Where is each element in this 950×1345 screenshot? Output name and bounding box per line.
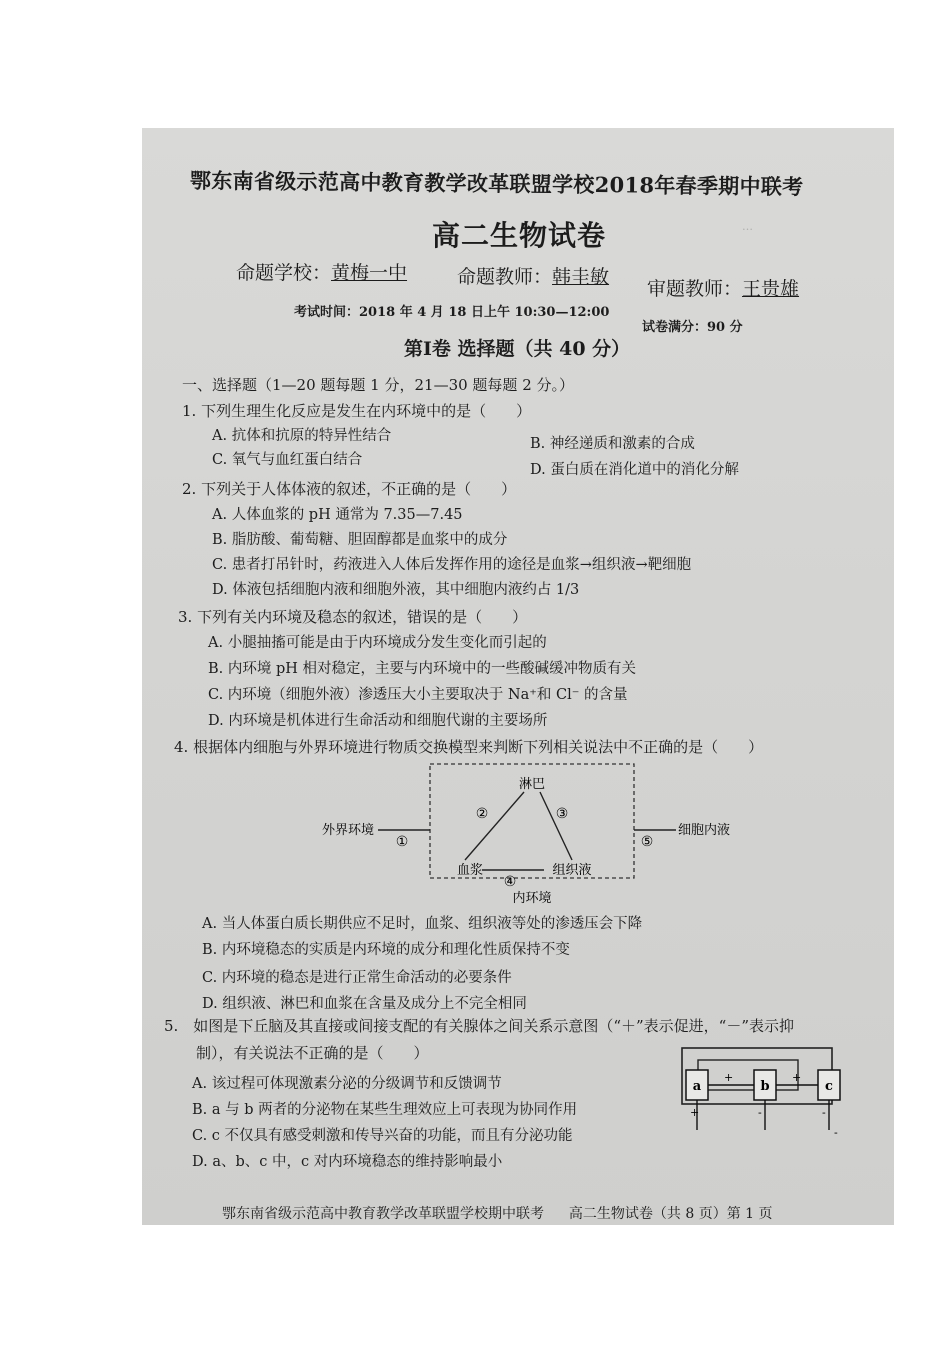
question-5-stem-line-2: 制），有关说法不正确的是（ ） <box>196 1044 429 1062</box>
sign-5: - <box>822 1106 826 1119</box>
question-1-option-c: C. 氧气与血红蛋白结合 <box>212 452 363 468</box>
hypothalamus-gland-diagram <box>672 1040 842 1140</box>
question-5-option-a: A. 该过程可体现激素分泌的分级调节和反馈调节 <box>192 1076 502 1092</box>
node-b-label: b <box>760 1079 770 1094</box>
author-name: 韩圭敏 <box>552 266 610 288</box>
footer-right: 高二生物试卷（共 8 页）第 1 页 <box>568 1206 773 1222</box>
question-5-option-b: B. a 与 b 两者的分泌物在某些生理效应上可表现为协同作用 <box>192 1102 578 1118</box>
sign-2: + <box>792 1071 802 1084</box>
internal-environment-label: 内环境 <box>512 891 552 906</box>
question-4-option-c: C. 内环境的稳态是进行正常生命活动的必要条件 <box>202 970 512 986</box>
outer-environment-label: 外界环境 <box>322 823 375 838</box>
question-4-option-a: A. 当人体蛋白质长期供应不足时，血浆、组织液等处的渗透压会下降 <box>202 916 643 932</box>
question-3-option-a: A. 小腿抽搐可能是由于内环境成分发生变化而引起的 <box>208 635 547 651</box>
question-2-stem: 2. 下列关于人体体液的叙述，不正确的是（ ） <box>182 480 517 498</box>
label-2: ② <box>475 806 489 822</box>
school-name: 黄梅一中 <box>331 262 408 284</box>
sign-3: + <box>690 1106 700 1119</box>
node-c-label: c <box>825 1079 833 1094</box>
cell-fluid-label: 细胞内液 <box>678 823 731 838</box>
school-line <box>236 258 407 285</box>
lymph-tissue-line <box>540 792 572 860</box>
exam-title: 鄂东南省级示范高中教育教学改革联盟学校2018年春季期中联考 <box>189 167 804 200</box>
section-title: 第Ⅰ卷 选择题（共 40 分） <box>404 338 631 360</box>
section-instruction: 一、选择题（1—20 题每题 1 分，21—30 题每题 2 分。） <box>182 376 575 394</box>
label-4: ④ <box>503 874 517 890</box>
question-4-option-b: B. 内环境稳态的实质是内环境的成分和理化性质保持不变 <box>202 942 570 958</box>
question-1-stem: 1. 下列生理生化反应是发生在内环境中的是（ ） <box>182 402 532 420</box>
question-3-stem: 3. 下列有关内环境及稳态的叙述，错误的是（ ） <box>178 608 528 626</box>
label-5: ⑤ <box>640 834 654 850</box>
question-5-option-c: C. c 不仅具有感受刺激和传导兴奋的功能，而且有分泌功能 <box>192 1128 573 1144</box>
author-label: 命题教师： <box>457 266 553 288</box>
question-2-option-c: C. 患者打吊针时，药液进入人体后发挥作用的途径是血浆→组织液→靶细胞 <box>212 557 692 573</box>
reviewer-name: 王贵雄 <box>742 278 800 300</box>
school-label: 命题学校： <box>236 262 332 284</box>
question-2-option-b: B. 脂肪酸、葡萄糖、胆固醇都是血浆中的成分 <box>212 532 508 548</box>
author-line <box>457 262 609 289</box>
footer-left: 鄂东南省级示范高中教育教学改革联盟学校期中联考 <box>222 1206 544 1222</box>
reviewer-line <box>647 274 799 301</box>
sign-6: - <box>834 1126 838 1139</box>
plasma-lymph-line <box>465 792 524 860</box>
question-4-stem: 4. 根据体内细胞与外界环境进行物质交换模型来判断下列相关说法中不正确的是（ ） <box>174 738 764 756</box>
full-score: 试卷满分：90 分 <box>642 320 743 335</box>
tissue-fluid-label: 组织液 <box>552 863 592 878</box>
node-a-label: a <box>692 1079 702 1094</box>
sign-4: - <box>758 1106 762 1119</box>
question-2-option-a: A. 人体血浆的 pH 通常为 7.35—7.45 <box>212 507 463 523</box>
question-1-option-b: B. 神经递质和激素的合成 <box>530 436 695 452</box>
question-3-option-d: D. 内环境是机体进行生命活动和细胞代谢的主要场所 <box>208 713 548 729</box>
question-4-option-d: D. 组织液、淋巴和血浆在含量及成分上不完全相同 <box>202 996 527 1012</box>
label-3: ③ <box>555 806 569 822</box>
bleed-through: … <box>742 220 753 233</box>
plasma-label: 血浆 <box>456 863 484 878</box>
page-footer <box>222 1203 773 1223</box>
question-3-option-c: C. 内环境（细胞外液）渗透压大小主要取决于 Na⁺和 Cl⁻ 的含量 <box>208 687 628 703</box>
question-2-option-d: D. 体液包括细胞内液和细胞外液，其中细胞内液约占 1/3 <box>212 582 580 598</box>
question-1-option-a: A. 抗体和抗原的特异性结合 <box>212 428 392 444</box>
question-1-option-d: D. 蛋白质在消化道中的消化分解 <box>530 462 739 478</box>
question-5-option-d: D. a、b、c 中，c 对内环境稳态的维持影响最小 <box>192 1154 503 1170</box>
sign-1: + <box>724 1071 734 1084</box>
exam-subtitle: 高二生物试卷 <box>432 219 607 252</box>
body-fluid-exchange-diagram <box>282 756 762 906</box>
exam-sheet <box>142 128 894 1225</box>
exam-time: 考试时间：2018 年 4 月 18 日上午 10:30—12:00 <box>294 305 610 320</box>
question-5-stem-line-1: 5. 如图是下丘脑及其直接或间接支配的有关腺体之间关系示意图（“＋”表示促进，“－”表示抑 <box>164 1017 794 1035</box>
label-1: ① <box>395 834 409 850</box>
question-3-option-b: B. 内环境 pH 相对稳定，主要与内环境中的一些酸碱缓冲物质有关 <box>208 661 637 677</box>
reviewer-label: 审题教师： <box>647 278 743 300</box>
lymph-label: 淋巴 <box>518 777 546 792</box>
